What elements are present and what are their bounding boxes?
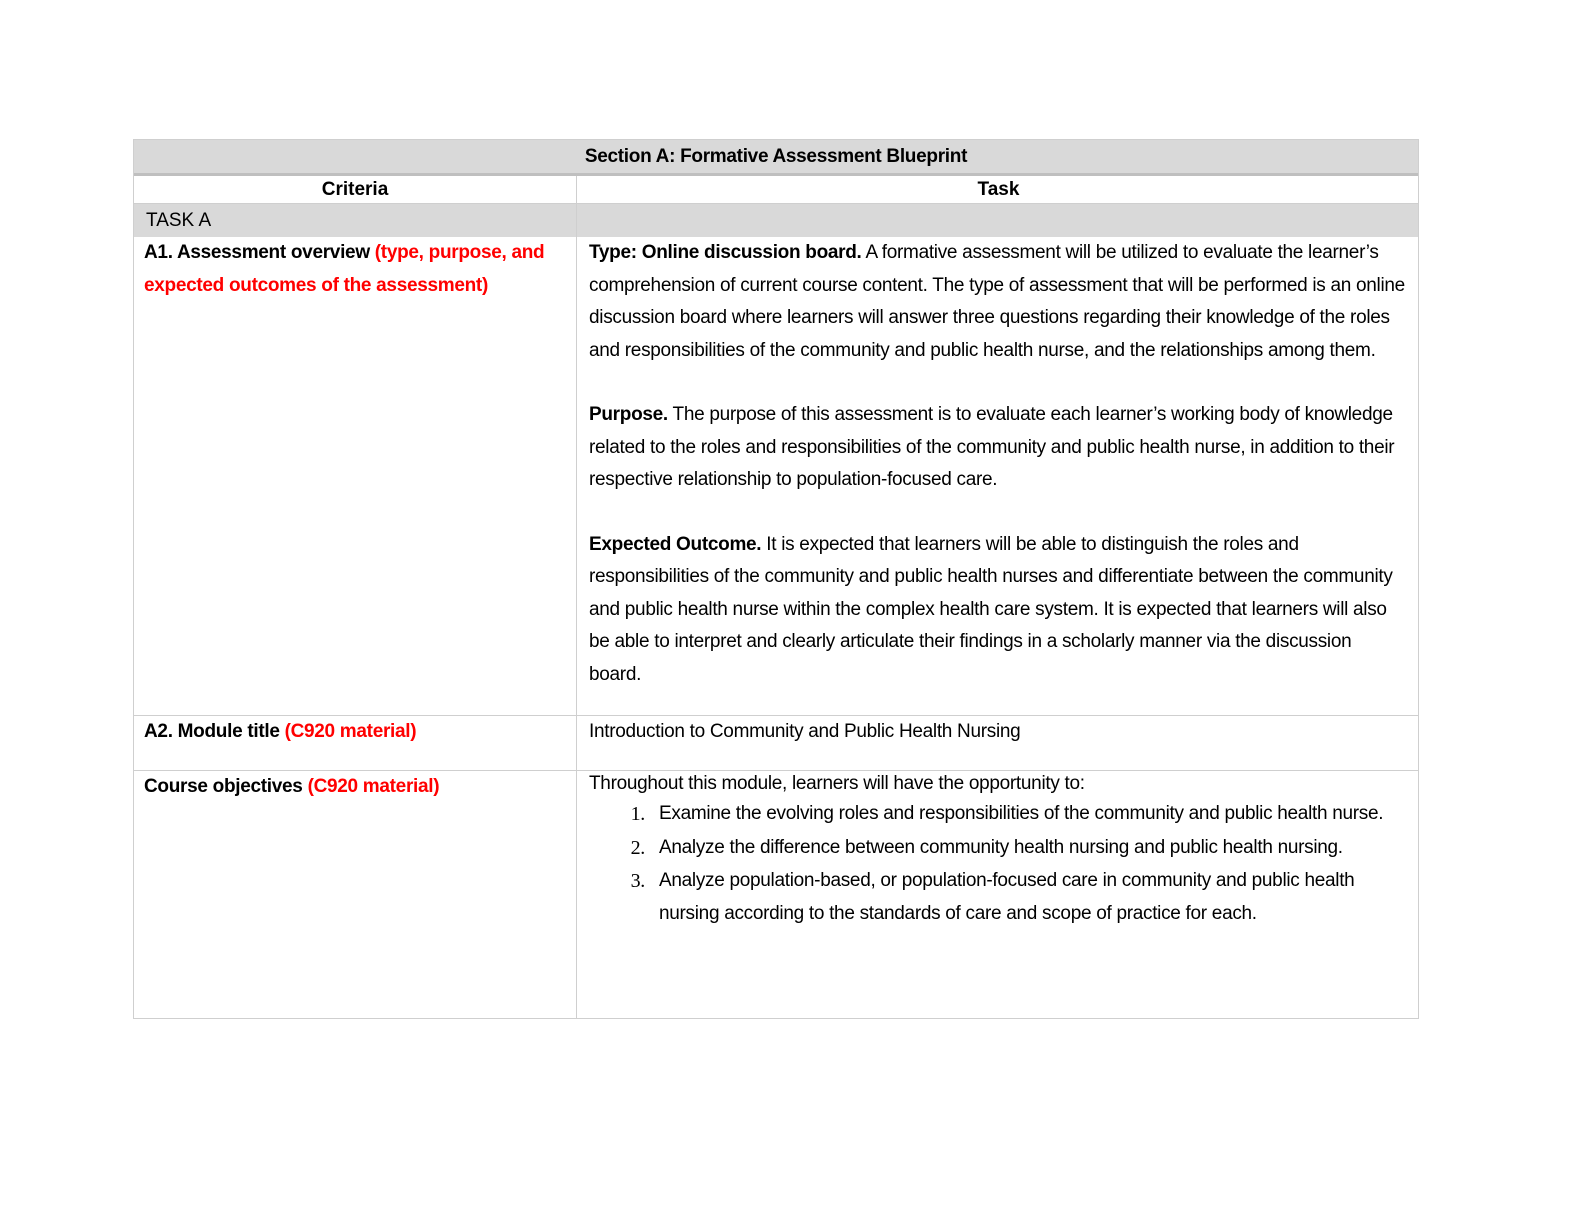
objectives-label-note: (C920 material): [307, 776, 440, 797]
task-a-label: TASK A: [134, 204, 577, 237]
objective-text: Examine the evolving roles and responsibilities of the community and public health nurse.: [659, 803, 1384, 824]
objective-number: 1.: [630, 803, 645, 825]
a1-criteria-cell: [134, 237, 577, 715]
objective-number: 2.: [630, 836, 645, 859]
task-header: Task: [977, 178, 1020, 200]
purpose-text: The purpose of this assessment is to evaluate each learner’s working body of knowledge related to the roles and responsibilities of the community and public health nurse, in addition to their respective relationship to population-focused care.: [589, 404, 1395, 490]
objective-text: Analyze population-based, or population-focused care in community and public health nursing according to the standards of care and scope of practice for each.: [659, 870, 1355, 924]
list-item: [589, 798, 1408, 831]
objective-number: 3.: [630, 870, 645, 892]
type-paragraph: [589, 237, 1408, 367]
purpose-label: Purpose.: [589, 404, 668, 425]
a1-label: A1. Assessment overview: [144, 242, 375, 263]
column-header-row: [134, 176, 1418, 204]
list-item: [589, 865, 1408, 930]
a2-label: A2. Module title: [144, 721, 285, 742]
criteria-header: Criteria: [134, 176, 577, 203]
table-row-a1: [134, 237, 1418, 716]
objectives-task-cell: [577, 771, 1418, 1018]
type-text: A formative assessment will be utilized to evaluate the learner’s comprehension of current course content. The type of assessment that will be performed is an online discussion board where learners will answer three questions regarding their knowledge of the roles and responsibilities of the community and public health nurse, and the relationships among them.: [589, 242, 1405, 361]
a1-task-cell: [577, 237, 1418, 715]
assessment-blueprint-table: [133, 139, 1419, 1019]
objectives-list: [589, 798, 1408, 930]
objectives-intro: Throughout this module, learners will have the opportunity to:: [589, 773, 1085, 794]
objective-text: Analyze the difference between community health nursing and public health nursing.: [659, 836, 1343, 858]
module-title-value: Introduction to Community and Public Health Nursing: [589, 721, 1021, 742]
section-title: Section A: Formative Assessment Blueprint: [134, 140, 1418, 176]
a1-label-note: (type, purpose, and expected outcomes of the assessment): [144, 242, 545, 296]
list-item: [589, 832, 1408, 865]
objectives-criteria-cell: [134, 771, 577, 1018]
objectives-label: Course objectives: [144, 776, 308, 797]
a2-criteria-cell: [134, 716, 577, 770]
outcome-paragraph: [589, 529, 1408, 692]
task-a-empty-cell: [577, 204, 1418, 237]
table-row-a2: [134, 716, 1418, 771]
type-label: Type: Online discussion board.: [589, 242, 862, 263]
purpose-paragraph: [589, 399, 1408, 497]
a2-label-note: (C920 material): [284, 721, 417, 742]
table-row-objectives: [134, 771, 1418, 1018]
task-a-row: [134, 204, 1418, 237]
outcome-label: Expected Outcome.: [589, 533, 762, 555]
outcome-text: It is expected that learners will be able to distinguish the roles and responsibilities of the community and public health nurses and differentiate between the community and public health nurse within the complex health care system. It is expected that learners will also be able to interpret and clearly articulate their findings in a scholarly manner via the discussion board.: [589, 533, 1393, 685]
